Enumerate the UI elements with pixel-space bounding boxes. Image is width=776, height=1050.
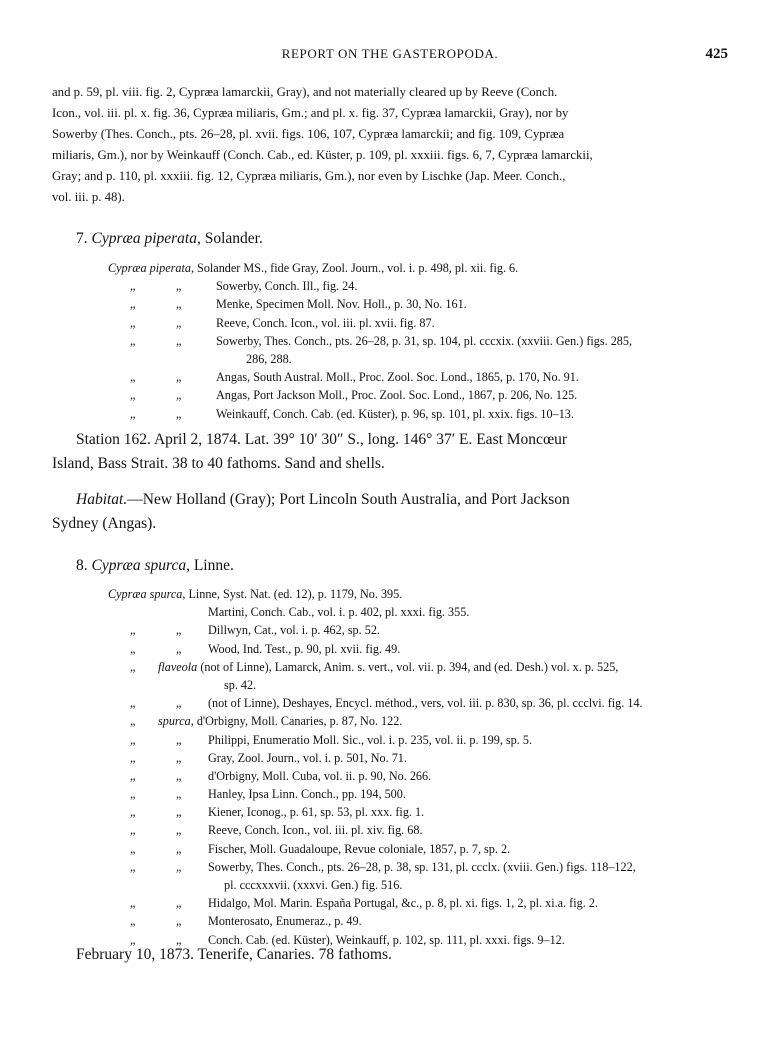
synonymy-text <box>208 894 598 912</box>
synonymy-line <box>108 694 728 712</box>
synonymy-text <box>216 314 435 332</box>
synonymy-text <box>108 585 402 603</box>
ditto-mark: „ <box>176 696 182 711</box>
synonymy-text <box>216 405 574 423</box>
species-number: 7. <box>76 230 88 247</box>
ditto-mark: „ <box>130 841 136 856</box>
citation-text: 286, 288. <box>246 351 292 366</box>
synonymy-text <box>208 640 400 658</box>
synonymy-line <box>108 368 728 386</box>
citation-text: Menke, Specimen Moll. Nov. Holl., p. 30, No. 161. <box>216 297 467 312</box>
synonymy-text <box>208 785 406 803</box>
citation-text: Hidalgo, Mol. Marin. España Portugal, &c., p. 8, pl. xi. figs. 1, 2, pl. xi.a. fig. 2. <box>208 896 598 911</box>
synonymy-line <box>108 640 728 658</box>
synonymy-line <box>108 803 728 821</box>
ditto-mark: „ <box>130 641 136 656</box>
taxon-name: Cypræa spurca <box>108 587 183 601</box>
ditto-mark: „ <box>130 859 136 874</box>
species-8-synonymy <box>108 585 728 949</box>
synonymy-line <box>108 821 728 839</box>
citation-text: Weinkauff, Conch. Cab. (ed. Küster), p. 96, sp. 101, pl. xxix. figs. 10–13. <box>216 406 574 421</box>
citation-text: Fischer, Moll. Guadaloupe, Revue coloniale, 1857, p. 7, sp. 2. <box>208 841 511 856</box>
species-7-heading <box>76 230 263 248</box>
synonymy-line <box>108 585 728 603</box>
ditto-mark: „ <box>176 641 182 656</box>
page-number: 425 <box>705 46 728 62</box>
ditto-mark: „ <box>130 315 136 330</box>
ditto-mark: „ <box>130 279 136 294</box>
citation-text: pl. cccxxxvii. (xxxvi. Gen.) fig. 516. <box>224 878 403 892</box>
species-name: Cypræa spurca <box>91 557 187 574</box>
citation-text: Monterosato, Enumeraz., p. 49. <box>208 914 362 929</box>
synonymy-line <box>108 840 728 858</box>
citation-text: (not of Linne), Deshayes, Encycl. méthod., vers, vol. iii. p. 830, sp. 36, pl. ccclvi. fig. 14. <box>208 696 643 711</box>
ditto-mark: „ <box>130 932 136 947</box>
ditto-mark: „ <box>176 768 182 783</box>
citation-text: Reeve, Conch. Icon., vol. iii. pl. xiv. fig. 68. <box>208 823 423 838</box>
synonymy-text <box>208 731 532 749</box>
species-author: , Linne. <box>186 557 234 574</box>
synonymy-line <box>108 749 728 767</box>
synonymy-text <box>208 749 407 767</box>
synonymy-line <box>108 621 728 639</box>
synonymy-line <box>108 295 728 313</box>
ditto-mark: „ <box>130 406 136 421</box>
synonymy-text <box>216 295 467 313</box>
citation-text: d'Orbigny, Moll. Cuba, vol. ii. p. 90, No. 266. <box>208 768 432 783</box>
synonymy-text <box>108 259 518 277</box>
ditto-mark: „ <box>176 623 182 638</box>
ditto-mark: „ <box>176 333 182 348</box>
ditto-mark: „ <box>130 787 136 802</box>
intro-line: vol. iii. p. 48). <box>52 190 125 204</box>
intro-line: and p. 59, pl. viii. fig. 2, Cypræa lamarckii, Gray), and not materially cleared up by Reeve (Conch. <box>52 85 558 99</box>
ditto-mark: „ <box>176 732 182 747</box>
citation-text: (not of Linne), Lamarck, Anim. s. vert., vol. vii. p. 394, and (ed. Desh.) vol. x. p. 525, <box>197 659 619 674</box>
species-7-station <box>52 428 728 476</box>
synonymy-line <box>108 912 728 930</box>
synonymy-line <box>108 785 728 803</box>
taxon-name: flaveola <box>158 659 198 674</box>
citation-text: , Solander MS., fide Gray, Zool. Journ., vol. i. p. 498, pl. xii. fig. 6. <box>190 261 519 275</box>
species-7-synonymy <box>108 259 728 423</box>
species-name: Cypræa piperata <box>91 230 197 247</box>
citation-text: Sowerby, Thes. Conch., pts. 26–28, p. 31, sp. 104, pl. cccxix. (xxviii. Gen.) figs. 285, <box>216 333 633 348</box>
ditto-mark: „ <box>176 279 182 294</box>
ditto-mark: „ <box>176 823 182 838</box>
synonymy-text <box>208 803 424 821</box>
ditto-mark: „ <box>130 333 136 348</box>
synonymy-line <box>108 603 728 621</box>
synonymy-line <box>108 712 728 730</box>
ditto-mark: „ <box>176 750 182 765</box>
taxon-name: spurca <box>158 714 191 729</box>
synonymy-text <box>224 876 402 894</box>
ditto-mark: „ <box>130 750 136 765</box>
species-8-station: February 10, 1873. Tenerife, Canaries. 78 fathoms. <box>76 946 392 963</box>
ditto-mark: „ <box>130 659 136 674</box>
ditto-mark: „ <box>176 406 182 421</box>
ditto-mark: „ <box>176 388 182 403</box>
ditto-mark: „ <box>130 732 136 747</box>
species-author: , Solander. <box>197 230 263 247</box>
ditto-mark: „ <box>176 805 182 820</box>
synonymy-line <box>108 658 728 676</box>
synonymy-line <box>108 314 728 332</box>
synonymy-text <box>208 603 469 621</box>
citation-text: Angas, South Austral. Moll., Proc. Zool. Soc. Lond., 1865, p. 170, No. 91. <box>216 370 579 385</box>
citation-text: Kiener, Iconog., p. 61, sp. 53, pl. xxx. fig. 1. <box>208 805 425 820</box>
synonymy-line <box>108 876 728 894</box>
synonymy-text <box>216 386 577 404</box>
species-7-habitat <box>52 488 728 536</box>
synonymy-line <box>108 277 728 295</box>
ditto-mark: „ <box>130 623 136 638</box>
synonymy-text <box>158 658 618 676</box>
habitat-text: —New Holland (Gray); Port Lincoln South Australia, and Port Jackson <box>127 491 570 508</box>
intro-paragraph <box>52 82 730 208</box>
ditto-mark: „ <box>176 859 182 874</box>
ditto-mark: „ <box>130 370 136 385</box>
ditto-mark: „ <box>130 388 136 403</box>
synonymy-line <box>108 350 728 368</box>
synonymy-line <box>108 676 728 694</box>
citation-text: Martini, Conch. Cab., vol. i. p. 402, pl. xxxi. fig. 355. <box>208 605 470 620</box>
ditto-mark: „ <box>130 696 136 711</box>
synonymy-line <box>108 386 728 404</box>
synonymy-line <box>108 767 728 785</box>
citation-text: , d'Orbigny, Moll. Canaries, p. 87, No. 122. <box>190 714 403 729</box>
citation-text: Conch. Cab. (ed. Küster), Weinkauff, p. 102, sp. 111, pl. xxxi. figs. 9–12. <box>208 932 565 947</box>
synonymy-line <box>108 858 728 876</box>
synonymy-text <box>208 821 423 839</box>
ditto-mark: „ <box>130 805 136 820</box>
ditto-mark: „ <box>130 714 136 729</box>
species-number: 8. <box>76 557 88 574</box>
citation-text: Wood, Ind. Test., p. 90, pl. xvii. fig. 49. <box>208 641 401 656</box>
synonymy-text <box>216 277 357 295</box>
synonymy-line <box>108 259 728 277</box>
intro-line: Sowerby (Thes. Conch., pts. 26–28, pl. xvii. figs. 106, 107, Cypræa lamarckii; and fig. 109, Cypræa <box>52 127 565 141</box>
synonymy-text <box>158 712 402 730</box>
station-line: Island, Bass Strait. 38 to 40 fathoms. Sand and shells. <box>52 455 385 472</box>
intro-line: miliaris, Gm.), nor by Weinkauff (Conch. Cab., ed. Küster, p. 109, pl. xxxiii. figs. 6, 7, Cypræa lamarckii, <box>52 148 593 162</box>
intro-line: Icon., vol. iii. pl. x. fig. 36, Cypræa miliaris, Gm.; and pl. x. fig. 37, Cypræa lamarckii, Gray), nor by <box>52 106 569 120</box>
ditto-mark: „ <box>176 932 182 947</box>
synonymy-line <box>108 894 728 912</box>
ditto-mark: „ <box>176 896 182 911</box>
citation-text: Gray, Zool. Journ., vol. i. p. 501, No. 71. <box>208 750 407 765</box>
synonymy-text <box>208 912 362 930</box>
taxon-name: Cypræa piperata <box>108 261 191 275</box>
ditto-mark: „ <box>176 914 182 929</box>
synonymy-text <box>246 350 292 368</box>
synonymy-text <box>216 332 632 350</box>
citation-text: Sowerby, Thes. Conch., pts. 26–28, p. 38, sp. 131, pl. ccclx. (xviii. Gen.) figs. 118–122, <box>208 859 636 874</box>
synonymy-text <box>224 676 256 694</box>
synonymy-line <box>108 405 728 423</box>
citation-text: Hanley, Ipsa Linn. Conch., pp. 194, 500. <box>208 787 406 802</box>
station-line: Station 162. April 2, 1874. Lat. 39° 10′ 30″ S., long. 146° 37′ E. East Moncœur <box>76 431 568 448</box>
running-title: REPORT ON THE GASTEROPODA. <box>281 46 499 61</box>
ditto-mark: „ <box>130 823 136 838</box>
species-8-heading <box>76 557 234 575</box>
citation-text: , Linne, Syst. Nat. (ed. 12), p. 1179, No. 395. <box>182 587 403 601</box>
citation-text: Philippi, Enumeratio Moll. Sic., vol. i. p. 235, vol. ii. p. 199, sp. 5. <box>208 732 532 747</box>
synonymy-text <box>208 858 636 876</box>
synonymy-text <box>208 840 510 858</box>
ditto-mark: „ <box>176 841 182 856</box>
synonymy-line <box>108 731 728 749</box>
citation-text: Dillwyn, Cat., vol. i. p. 462, sp. 52. <box>208 623 380 638</box>
running-header <box>52 46 728 66</box>
ditto-mark: „ <box>130 896 136 911</box>
citation-text: sp. 42. <box>224 677 257 692</box>
habitat-line-2: Sydney (Angas). <box>52 515 157 532</box>
ditto-mark: „ <box>130 768 136 783</box>
citation-text: Sowerby, Conch. Ill., fig. 24. <box>216 279 358 294</box>
ditto-mark: „ <box>176 315 182 330</box>
ditto-mark: „ <box>176 787 182 802</box>
synonymy-text <box>208 767 431 785</box>
ditto-mark: „ <box>130 297 136 312</box>
habitat-line-1 <box>76 488 728 512</box>
citation-text: Reeve, Conch. Icon., vol. iii. pl. xvii. fig. 87. <box>216 315 435 330</box>
citation-text: Angas, Port Jackson Moll., Proc. Zool. Soc. Lond., 1867, p. 206, No. 125. <box>216 388 578 403</box>
ditto-mark: „ <box>176 370 182 385</box>
ditto-mark: „ <box>176 297 182 312</box>
intro-line: Gray; and p. 110, pl. xxxiii. fig. 12, Cypræa miliaris, Gm.), nor even by Lischke (Jap. Meer. Conch., <box>52 169 566 183</box>
habitat-label: Habitat. <box>76 491 128 508</box>
synonymy-text <box>208 694 643 712</box>
synonymy-text <box>216 368 579 386</box>
synonymy-line <box>108 332 728 350</box>
ditto-mark: „ <box>130 914 136 929</box>
synonymy-text <box>208 621 380 639</box>
